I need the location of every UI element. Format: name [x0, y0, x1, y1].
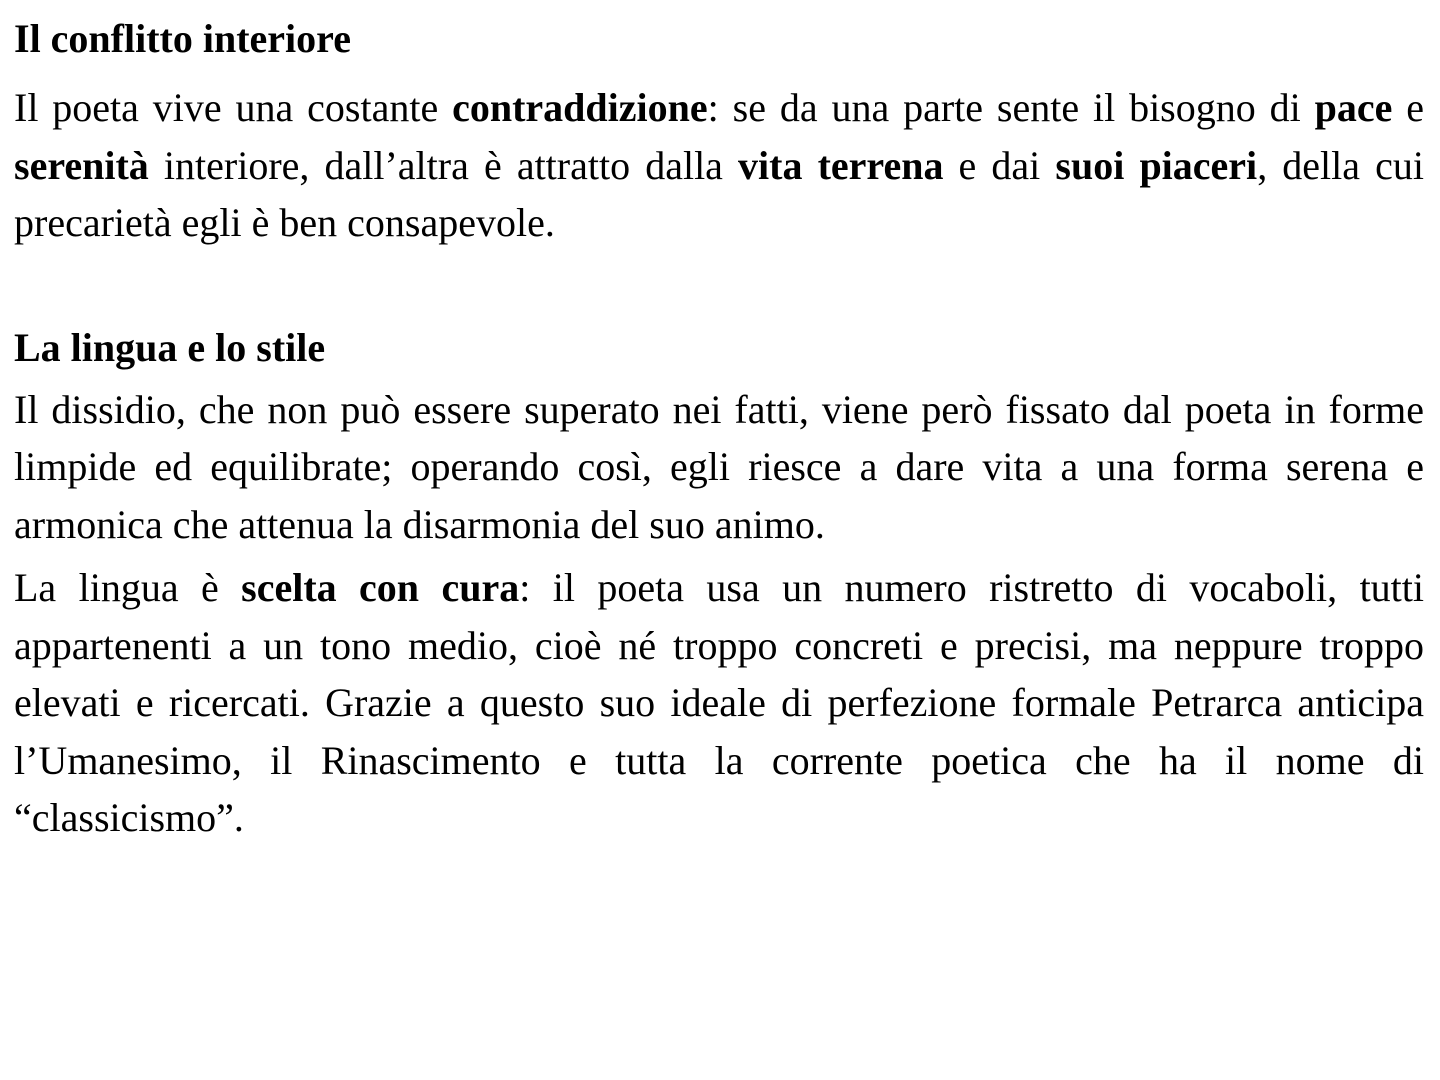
- text-run: : se da una parte sente il bisogno di: [707, 85, 1315, 130]
- text-run: La lingua è: [14, 565, 242, 610]
- bold-term-vita-terrena: vita terrena: [738, 142, 944, 188]
- paragraph-dissidio: Il dissidio, che non può essere superato nei fatti, viene però fissato dal poeta in forme limpide ed equilibrate; operando così, egli riesce a dare vita a una forma serena e armonica che attenua la disarmonia del suo animo.: [14, 386, 1424, 547]
- text-run: , della cui precarietà egli è ben consapevole.: [14, 142, 1425, 245]
- text-run: : il poeta usa un numero ristretto di vocaboli, tutti appartenenti a un tono medio, cioè né troppo concreti e precisi, ma neppure troppo elevati e ricercati. Grazie a questo suo ideale di perfezione formale Petrarca anticipa l’Umanesimo, il Rinascimento e tutta la corrente poetica che ha il nome di “classicismo”.: [14, 565, 1425, 840]
- text-run: e dai: [943, 142, 1056, 188]
- bold-term-contraddizione: contraddizione: [452, 85, 708, 130]
- section-title-lingua-stile: La lingua e lo stile: [14, 324, 326, 370]
- section-title-conflitto-interiore: Il conflitto interiore: [14, 16, 351, 61]
- text-run: Il poeta vive una costante: [14, 85, 453, 130]
- bold-term-suoi-piaceri: suoi piaceri: [1055, 142, 1258, 188]
- text-run: interiore, dall’altra è attratto dalla: [148, 142, 739, 188]
- paragraph-conflitto: [14, 79, 1424, 252]
- paragraph-lingua: [14, 559, 1424, 847]
- bold-term-scelta-con-cura: scelta con cura: [241, 565, 520, 610]
- text-run: e: [1392, 85, 1425, 130]
- bold-term-serenita: serenità: [14, 142, 149, 188]
- bold-term-pace: pace: [1314, 85, 1393, 130]
